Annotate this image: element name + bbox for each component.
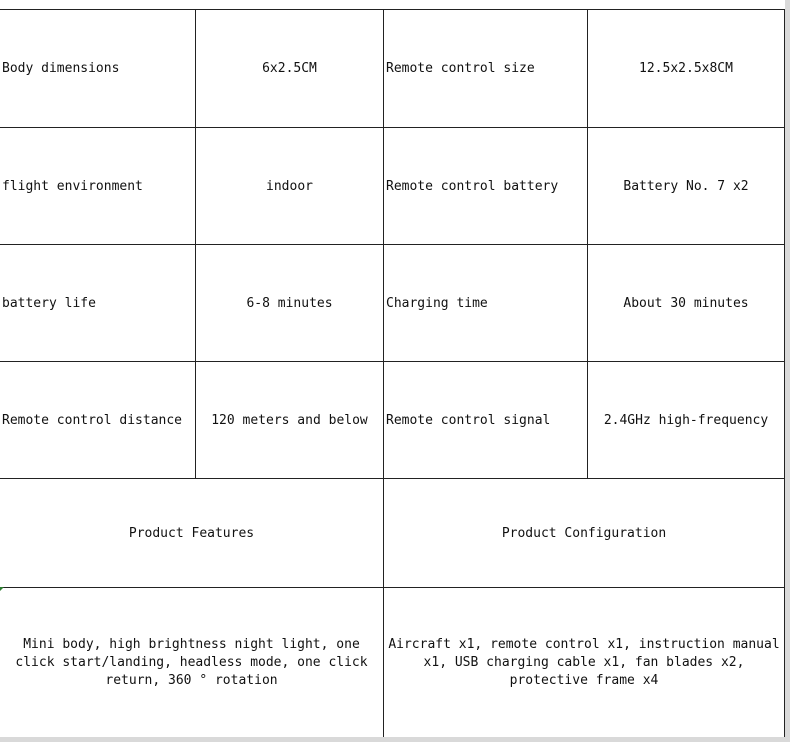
spec-value-body-dimensions: 6x2.5CM bbox=[196, 10, 384, 128]
configuration-heading: Product Configuration bbox=[384, 479, 785, 588]
features-text: Mini body, high brightness night light, one click start/landing, headless mode, one click return, 360 ° rotation bbox=[0, 588, 384, 737]
spec-label-charging-time: Charging time bbox=[384, 245, 588, 362]
features-heading: Product Features bbox=[0, 479, 384, 588]
top-border-strip bbox=[0, 0, 785, 10]
spec-value-remote-distance: 120 meters and below bbox=[196, 362, 384, 479]
spec-value-remote-battery: Battery No. 7 x2 bbox=[588, 128, 785, 245]
spec-label-body-dimensions: Body dimensions bbox=[0, 10, 196, 128]
spec-label-remote-battery: Remote control battery bbox=[384, 128, 588, 245]
configuration-text: Aircraft x1, remote control x1, instruction manual x1, USB charging cable x1, fan blades x2, protective frame x4 bbox=[384, 588, 785, 737]
spec-label-flight-environment: flight environment bbox=[0, 128, 196, 245]
spec-value-battery-life: 6-8 minutes bbox=[196, 245, 384, 362]
spec-value-remote-signal: 2.4GHz high-frequency bbox=[588, 362, 785, 479]
spec-label-remote-signal: Remote control signal bbox=[384, 362, 588, 479]
spec-value-charging-time: About 30 minutes bbox=[588, 245, 785, 362]
spec-label-remote-distance: Remote control distance bbox=[0, 362, 196, 479]
cell-selection-marker bbox=[0, 587, 4, 591]
spec-value-flight-environment: indoor bbox=[196, 128, 384, 245]
spec-label-battery-life: battery life bbox=[0, 245, 196, 362]
spec-label-remote-size: Remote control size bbox=[384, 10, 588, 128]
spec-value-remote-size: 12.5x2.5x8CM bbox=[588, 10, 785, 128]
